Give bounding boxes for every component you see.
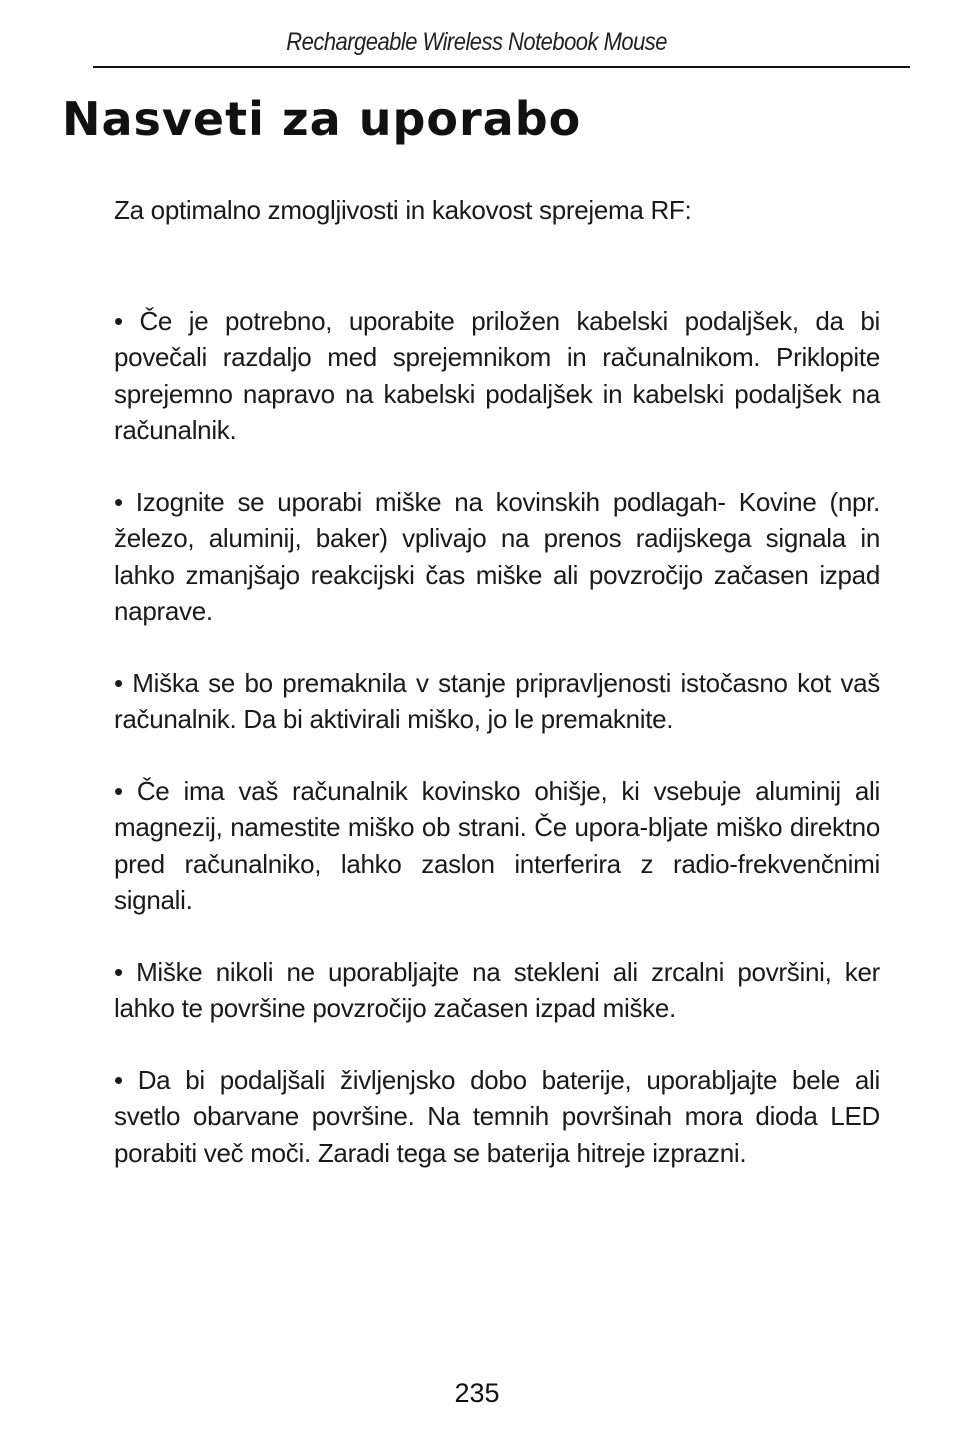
tip-paragraph-1: • Če je potrebno, uporabite priložen kabelski podaljšek, da bi povečali razdaljo med sprejemnikom in računalnikom. Priklopite sprejemno napravo na kabelski podaljšek in kabelski podaljšek na računalnik. <box>114 305 880 445</box>
tip-paragraph-5: • Miške nikoli ne uporabljajte na stekleni ali zrcalni površini, ker lahko te površine povzročijo začasen izpad miške. <box>114 956 880 1023</box>
tip-paragraph-2: • Izognite se uporabi miške na kovinskih podlagah- Kovine (npr. železo, aluminij, baker) vplivajo na prenos radijskega signala in lahko zmanjšajo reakcijski čas miške ali povzročijo začasen izpad naprave. <box>114 486 880 626</box>
tip-paragraph-4: • Če ima vaš računalnik kovinsko ohišje, ki vsebuje aluminij ali magnezij, namestite miško ob strani. Če upora-bljate miško direktno pred računalniko, lahko zaslon interferira z radio-frekvenčnimi signali. <box>114 775 880 915</box>
header-divider <box>93 66 910 68</box>
page-number: 235 <box>454 1378 500 1408</box>
running-header: Rechargeable Wireless Notebook Mouse <box>286 28 667 56</box>
page-title: Nasveti za uporabo <box>62 92 582 146</box>
tip-paragraph-3: • Miška se bo premaknila v stanje pripravljenosti istočasno kot vaš računalnik. Da bi aktivirali miško, jo le premaknite. <box>114 667 880 734</box>
tip-paragraph-6: • Da bi podaljšali življenjsko dobo baterije, uporabljajte bele ali svetlo obarvane površine. Na temnih površinah mora dioda LED porabiti več moči. Zaradi tega se baterija hitreje izprazni. <box>114 1064 880 1168</box>
intro-paragraph: Za optimalno zmogljivosti in kakovost sprejema RF: <box>114 195 692 225</box>
page-content <box>114 192 880 1206</box>
